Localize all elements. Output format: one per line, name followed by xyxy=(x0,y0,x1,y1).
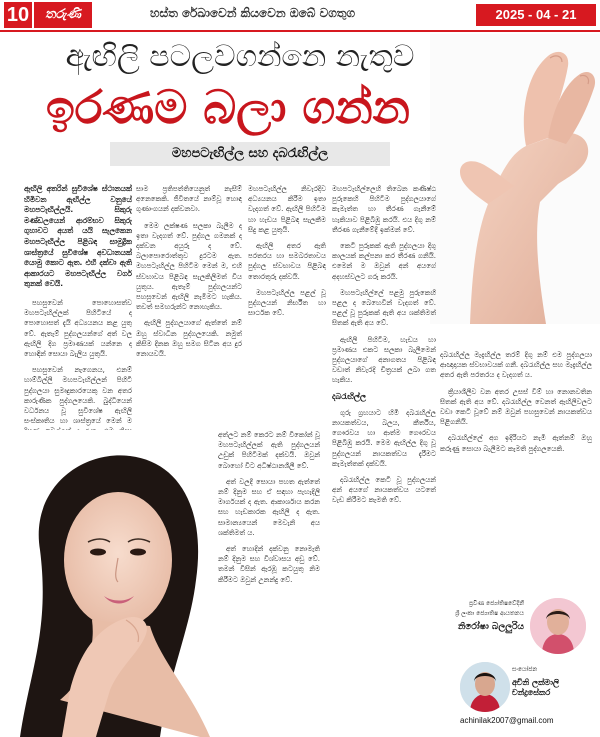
hand-illustration xyxy=(430,34,600,324)
article-paragraph: ක්‍රියාශීලීව වන අතර උසස් වීම් හා නොනවතින සිතක් ඇති අය වේ. දබරැඟිල්ල වෙනත් ඇඟිලිවලට වඩා කෙටි වූවේ නම් ඔවුන් පහසුවෙන් නායකත්වය පිළිගනියි. xyxy=(440,387,592,427)
article-column-3 xyxy=(248,184,326,424)
header-tagline: හස්ත රේඛාවෙන් කියවෙන ඔබේ වගතුග xyxy=(150,6,356,20)
article-paragraph: ඇඟිලි පුද්ගලයාගේ ඇත්තේ නම් ඔහු ස්වාධීන පුද්ගලයෙකි. නමුත් කිසිම දිනක ඔහු සමග සිටින අය දුර නොයවයි. xyxy=(136,319,242,359)
headline-line-2: ඉරණම බලා ගන්න xyxy=(45,80,411,134)
page-number: 10 xyxy=(4,2,32,28)
article-paragraph: මෙම ලක්ෂණ සලකා බැලීම ද ඉතා වැදගත් වේ. පුද්ගල ගමනක් ද දක්වන අයුරු ද වේ. බලාපොරොත්තුව දුරටම ඇත. මහපටැඟිල්ල පිහිටීම මෙන් ම, එහි ස්වභාවය පිළිබඳ සැලකිලිමත් විය යුතුය. ඇතැම් පුද්ගලයන්ට පහසුවෙන් ඇඟිලි නැමීමට හැකිය. තවත් සමහරුන්ට නොහැකිය. xyxy=(136,221,242,312)
article-paragraph: මහපටැඟිල්ලේ පළමු පුරුකෙහි පළල ද බෙහෙවින් වැදගත් වේ. පළල් වූ පුරුකක් ඇති අය ශක්තිමත් සිතක් ඇති අය වේ. xyxy=(332,288,436,328)
issue-date: 2025 - 04 - 21 xyxy=(476,4,596,26)
author-avatar xyxy=(530,598,586,654)
headline-line-1: ඇඟිලි පටලවගන්නෙ නැතුව xyxy=(65,39,415,74)
header-rule xyxy=(0,30,600,32)
article-paragraph: දබරැඟිල්ල මැදැඟිල්ල තරම් දිගු නම් එම පුද්ගලයා ආඥාදායක ස්වභාවයක් ගනී. දබරැඟිල්ල සහ මැදැඟිල්ල අතර ඇති පරතරය ද වැදගත් ය. xyxy=(440,351,592,380)
lead-intro: ඇඟිලි අතරින් සුවිශේෂ ස්ථානයක් හිමිවන ඇඟිල්ල වනුයේ මහපටැඟිල්ලයි. සිකුරු මණ්ඩලයෙන් ආරම්භව සිකුරු ගුහාවට අයත් යයි සැලකෙන මහපටැඟිල්ල පිළිබඳ සාමුද්‍රික ශාස්ත්‍රයේ සුවිශේෂ අවධානයක් යොමු කොට ඇත. එහි දක්වා ඇති ආකාරයට මහපටැඟිල්ල වර්ග තුනක් වෙයි. xyxy=(24,184,132,289)
editor-label: සංයෝජන xyxy=(512,666,538,673)
lead-paragraph: පහසුවෙන් නැගෙනය, එනම් හාම්බිල්ලි මහපටැඟිල්ලන් පිහිටි පුද්ගලයා සුමෘදුකාරයෙකු වන අතර කාරුණික පුද්ගලයෙකි. බුද්ධියෙන් වර්ධනය වූ සුවිශේෂ ඇඟිලි සංස්කෘතිය හා ශාස්ත්‍රයේ මෙන් ම xyxy=(24,366,132,426)
author-name: නිරෝෂා බලලුරිය xyxy=(457,622,524,632)
editor-portrait-icon xyxy=(460,662,510,712)
lead-paragraph: පහසුවෙන් පොහොසත්ව මහපටැඟිල්ලක් පිහිටියේ ද පොහොසත් දැයි අධ්‍යයනය කළ යුතු වේ. ඇතැම් පුද්ගලයන්ගේ අත් වල ඇඟිලි දිග ප්‍රමාණයක් යන්නෙ ද හොඳින් සොයා බැලිය යුතුයි. xyxy=(24,298,132,358)
article-column-2b xyxy=(218,430,320,730)
brand-logo: තරුණි xyxy=(32,2,92,28)
article-paragraph: දබරැඟිල්ලේ අග ඉදිරියට නැමී ඇත්නම් ඔහු කරුණු සොයා බැලීමට කැමති පුද්ගලයෙකි. xyxy=(440,434,592,453)
editor-name: අචිනි ලක්මාලි චන්ද්‍රසේකර xyxy=(512,678,560,697)
woman-portrait-illustration xyxy=(0,430,216,737)
article-paragraph: අත් හොදින් දක්වනු නොමැති නම් දිනුම සහ විශ්වාසය අඩු වේ. තමන් විසින් ඇරඹූ කටයුතු නිම කිරීමට ඔවුන් උනන්දු වේ. xyxy=(218,545,320,584)
headline-subtitle: මහපටැඟිල්ල සහ දබරැඟිල්ල xyxy=(110,142,390,166)
hand-photo xyxy=(430,34,600,324)
article-paragraph: ඇඟිලි අතර ඇති පරතරය හා සමබරතාවය පුද්ගල ස්වභාවය පිළිබඳ තොරතුරු දක්වයි. xyxy=(248,242,326,281)
section-heading: දබරැඟිල්ල xyxy=(332,391,367,401)
editor-avatar xyxy=(460,662,510,712)
article-column-4 xyxy=(332,184,436,724)
article-paragraph: ඇඟිලි පිහිටීම, හැඩය හා ප්‍රමාණය එකට සලකා බැලීමෙන් පුද්ගලයාගේ අනාගතය පිළිබඳ වඩාත් නිවැරදි චිත්‍රයක් ලබා ගත හැකිය. xyxy=(332,335,436,385)
author-role: ප්‍රවීණ ජ්‍යෝතිෂවේදිනී xyxy=(469,600,524,607)
article-paragraph: ගුරු ග්‍රහයාට හිමි දබරැඟිල්ල නායකත්වය, බලය, කීර්තිය, ගෞරවය හා ආත්ම ගෞරවය පිළිබිඹු කරයි. මෙම ඇඟිල්ල දිගු වූ පුද්ගලයන් නායකත්වය දැරීමට කැමැත්තක් දක්වයි. xyxy=(332,408,436,468)
editor-email: achinilak2007@gmail.com xyxy=(460,716,554,725)
page-header xyxy=(0,0,600,30)
article-paragraph: මහපටැඟිල්ලෙහි තිබෙන කණිෂ්ඨ පුරුකෙහි පිහිටීම පුද්ගලයාගේ කැමැත්ත හා තීරණ ගැනීමේ හැකියාව පිළිබිඹු කරයි. එය දිගු නම් තීරණ ගැනීමේදී ඉක්මන් වේ. xyxy=(332,185,436,234)
article-paragraph: මහපටැඟිල්ල නිවැරදිව අධ්‍යයනය කිරීම ඉතා වැදගත් වේ. ඇඟිලි පිහිටීම හා හැඩය පිළිබඳ සැලකීම සිදු කළ යුතුයි. xyxy=(248,185,326,234)
article-paragraph: දබරැඟිල්ල කෙටි වූ පුද්ගලයන් අන් අයගේ නායකත්වය යටතේ වැඩ කිරීමට කැමති වේ. xyxy=(332,476,436,505)
article-paragraph: මහපටැඟිල්ල පළල් වූ පුද්ගලයන් නිර්භීත හා සාර්ථක වේ. xyxy=(248,288,326,318)
byline xyxy=(432,596,600,737)
woman-photo xyxy=(0,430,216,737)
article-paragraph: අත්ලට නම් කෙරට නම් විකෝන් වූ මහපටැඟිල්ලක් ඇති පුද්ගලයන් උඩුක් පිහිටීමක් දක්වයි. ඔවුන් බොහෝ විට අධිෂ්ඨානශීලී වේ. xyxy=(218,431,320,470)
author-portrait-icon xyxy=(530,598,586,654)
article-paragraph: කෙටි පුරුකක් ඇති පුද්ගලයා දිගු කාලයක් කල්පනා කර තීරණ ගනියි. එමෙන් ම ඔවුන් අන් අයගේ අදහස්වලට ගරු කරයි. xyxy=(332,242,436,281)
article-column-5 xyxy=(440,350,592,590)
author-organization: ශ්‍රී ලංකා ජ්‍යොතිෂ ආයතනය xyxy=(455,610,524,617)
article-paragraph: සාම ප්‍රතිපත්තියෙනුත් නැසීම් අනෙකෙකි. ජීවිතයේ නාම්වූ හොඳ ගුණාංගයන් දක්වනවා. xyxy=(136,185,242,214)
article-paragraph: අත් වලදී සොයා පහත ඇත්තේ නම් දිනුම සහ ඒ සඳහා පැහැදිලි මාර්ගයක් ද ඇත. ආකාර්ශාය කරන සහ හැඩකාරක ඇඟිලි ද ඇත. සාමාන්‍යයෙන් මෙවැනි අය ශක්තිමත් ය. xyxy=(218,477,320,537)
article-column-2 xyxy=(136,184,242,422)
